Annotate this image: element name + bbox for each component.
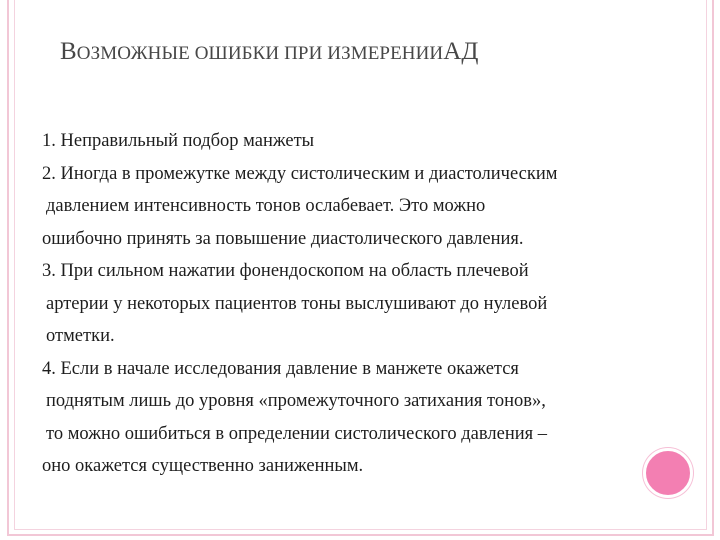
body-line: 4. Если в начале исследования давление в манжете окажется [42, 358, 519, 379]
body-line: поднятым лишь до уровня «промежуточного затихания тонов», [46, 391, 546, 411]
decorative-circle [643, 448, 693, 498]
body-line: 3. При сильном нажатии фонендоскопом на область плечевой [42, 261, 529, 281]
slide-title [60, 38, 700, 66]
slide-body [42, 125, 702, 483]
body-line: давлением интенсивность тонов ослабевает. Это можно [46, 196, 486, 216]
body-line: ошибочно принять за повышение диастолического давления. [42, 228, 524, 249]
body-line: то можно ошибиться в определении систолического давления – [46, 423, 547, 444]
body-line: оно окажется существенно заниженным. [42, 456, 364, 476]
body-line: отметки. [46, 326, 115, 346]
slide-title-text: ОЗМОЖНЫЕ ОШИБКИ ПРИ ИЗМЕРЕНИИ [76, 43, 444, 64]
slide-title-initial: В [60, 38, 77, 65]
slide-title-tail: АД [443, 38, 479, 65]
body-line: 2. Иногда в промежутке между систолическим и диастолическим [42, 163, 558, 184]
body-line: артерии у некоторых пациентов тоны выслушивают до нулевой [46, 293, 548, 314]
body-line: 1. Неправильный подбор манжеты [42, 131, 315, 151]
